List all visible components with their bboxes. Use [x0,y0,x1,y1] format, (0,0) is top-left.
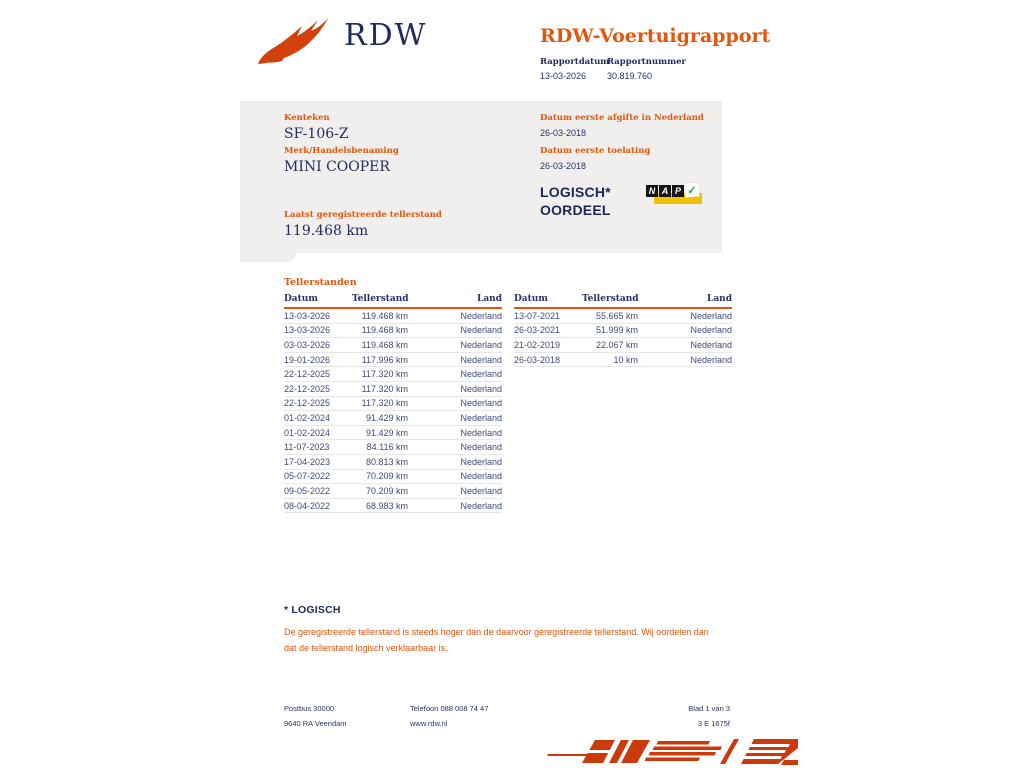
table-row [284,367,502,382]
cell-datum: 22-12-2025 [284,369,331,380]
footer-page-info [688,701,730,731]
cell-tellerstand: 22.067 km [595,339,638,350]
cell-land: Nederland [460,398,502,409]
afgifte-label: Datum eerste afgifte in Nederland [540,113,704,123]
report-date-label: Rapportdatum [540,57,610,67]
footnote-title: * LOGISCH [284,604,341,616]
footer-address [284,701,347,731]
afgifte-block [540,113,704,138]
cell-tellerstand: 91.429 km [365,427,408,438]
cell-datum: 13-03-2026 [284,325,331,336]
table-row [284,309,502,324]
cell-tellerstand: 117.320 km [361,383,408,394]
header-land: Land [707,294,732,304]
cell-tellerstand: 80.813 km [365,456,408,467]
cell-land: Nederland [460,485,502,496]
cell-datum: 13-07-2021 [514,310,561,321]
report-number-value: 30.819.760 [607,71,653,81]
rdw-wing-logo-icon [256,16,336,68]
tellerstanden-section [284,277,732,513]
nap-letter: P [674,186,681,196]
cell-tellerstand: 91.429 km [365,412,408,423]
summary-box-tab [240,253,296,262]
toelating-block [540,146,650,171]
oordeel-line1: LOGISCH* [540,184,611,200]
merk-label: Merk/Handelsbenaming [284,146,399,156]
rdw-logo-text: RDW [344,18,428,53]
cell-tellerstand: 55.665 km [595,310,638,321]
cell-tellerstand: 117.320 km [361,398,408,409]
table-row [284,353,502,368]
report-number-label: Rapportnummer [607,57,686,67]
checkmark-glyph: ✓ [687,184,698,197]
table-row [284,426,502,441]
nap-letter-tile [659,185,671,197]
report-number-block [607,57,686,81]
header-tellerstand: Tellerstand [582,294,639,304]
header-land: Land [477,294,502,304]
header-datum: Datum [514,294,548,304]
cell-datum: 01-02-2024 [284,427,331,438]
cell-land: Nederland [690,339,732,350]
cell-land: Nederland [460,500,502,511]
table-header [284,294,502,309]
cell-land: Nederland [460,456,502,467]
tellerstand-block [284,210,442,239]
cell-datum: 22-12-2025 [284,398,331,409]
rdw-stripes-graphic [538,736,798,768]
cell-land: Nederland [460,383,502,394]
logisch-footnote [284,604,716,656]
cell-tellerstand: 117.996 km [361,354,408,365]
cell-land: Nederland [460,442,502,453]
table-row [514,338,732,353]
oordeel-text [540,183,611,219]
kenteken-block [284,113,349,142]
cell-datum: 26-03-2018 [514,354,561,365]
table-row [284,455,502,470]
footer-page-number: Blad 1 van 3 [688,704,730,713]
vehicle-summary-box [240,101,722,253]
footer-form-code: 3 E 1675f [697,719,730,728]
cell-land: Nederland [460,369,502,380]
nap-letter-tile [646,185,658,197]
table-row [284,484,502,499]
footer-contact [410,701,488,731]
table-header [514,294,732,309]
tellerstand-value: 119.468 km [284,223,369,239]
table-row [514,309,732,324]
footer-address-line1: Postbus 30000 [284,704,335,713]
report-title: RDW-Voertuigrapport [540,25,771,47]
merk-value: MINI COOPER [284,159,390,175]
cell-tellerstand: 84.116 km [366,442,408,453]
footnote-text: De geregistreerde tellerstand is steeds hoger dan de daarvoor geregistreerde tellerstand. Wij oordelen dan dat de tellerstand logisch verklaarbaar is. [284,627,709,653]
tellerstanden-table-left [284,294,502,513]
cell-datum: 21-02-2019 [514,339,561,350]
cell-datum: 13-03-2026 [284,310,331,321]
cell-tellerstand: 119.468 km [361,310,408,321]
report-date-block [540,57,610,81]
table-row [284,324,502,339]
cell-tellerstand: 70.209 km [365,471,408,482]
nap-letter: A [661,186,669,196]
table-row [284,382,502,397]
table-row [514,324,732,339]
cell-land: Nederland [460,310,502,321]
cell-datum: 17-04-2023 [284,456,331,467]
cell-land: Nederland [460,325,502,336]
tellerstanden-title: Tellerstanden [284,277,357,288]
merk-block [284,146,399,175]
cell-datum: 08-04-2022 [284,500,331,511]
cell-tellerstand: 117.320 km [361,369,408,380]
cell-datum: 05-07-2022 [284,471,331,482]
toelating-value: 26-03-2018 [540,161,587,171]
cell-datum: 22-12-2025 [284,383,331,394]
cell-datum: 09-05-2022 [284,485,331,496]
tellerstanden-tables [284,294,732,513]
table-row [514,353,732,368]
cell-tellerstand: 119.468 km [361,339,408,350]
cell-land: Nederland [460,339,502,350]
nap-letter-tile [672,185,684,197]
toelating-label: Datum eerste toelating [540,146,651,156]
table-row [284,411,502,426]
table-row [284,440,502,455]
table-row [284,397,502,412]
cell-tellerstand: 119.468 km [361,325,408,336]
cell-land: Nederland [690,354,732,365]
nap-logo [646,183,704,207]
table-row [284,499,502,514]
cell-tellerstand: 70.209 km [365,485,408,496]
footer-address-line2: 9640 RA Veendam [284,719,347,728]
cell-land: Nederland [460,471,502,482]
cell-datum: 03-03-2026 [284,339,331,350]
cell-land: Nederland [690,310,732,321]
tellerstanden-table-right [514,294,732,513]
cell-tellerstand: 51.999 km [595,325,638,336]
header-tellerstand: Tellerstand [352,294,409,304]
cell-tellerstand: 10 km [613,354,638,365]
header-datum: Datum [284,294,318,304]
cell-land: Nederland [690,325,732,336]
oordeel-line2: OORDEEL [540,202,611,218]
cell-datum: 01-02-2024 [284,412,331,423]
kenteken-value: SF-106-Z [284,126,349,142]
table-row [284,338,502,353]
cell-datum: 11-07-2023 [284,442,330,453]
cell-tellerstand: 68.983 km [365,500,408,511]
rdw-brand [256,16,427,68]
nap-checkmark-icon [685,183,700,198]
cell-datum: 19-01-2026 [284,354,331,365]
table-row [284,470,502,485]
nap-letter: N [648,186,656,196]
cell-land: Nederland [460,412,502,423]
report-date-value: 13-03-2026 [540,71,587,81]
cell-land: Nederland [460,427,502,438]
footer-phone: Telefoon 088 008 74 47 [410,704,489,713]
cell-land: Nederland [460,354,502,365]
kenteken-label: Kenteken [284,113,330,123]
tellerstand-label: Laatst geregistreerde tellerstand [284,210,442,220]
footer-website: www.rdw.nl [410,719,448,728]
cell-datum: 26-03-2021 [514,325,561,336]
afgifte-value: 26-03-2018 [540,128,587,138]
report-meta [540,57,686,81]
